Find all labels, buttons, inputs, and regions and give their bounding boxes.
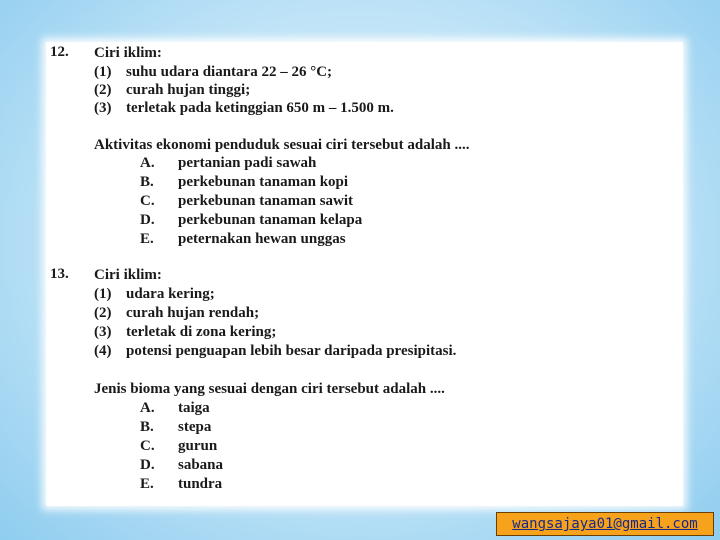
document-sheet	[46, 42, 683, 506]
option-text: stepa	[178, 419, 212, 435]
criteria-number: (3)	[94, 100, 112, 116]
option-text: peternakan hewan unggas	[178, 231, 346, 247]
criteria-text: udara kering;	[126, 286, 215, 302]
criteria-number: (3)	[94, 324, 112, 340]
question-title: Ciri iklim:	[94, 45, 162, 61]
option-text: perkebunan tanaman kopi	[178, 174, 349, 190]
criteria-text: potensi penguapan lebih besar daripada presipitasi.	[126, 343, 457, 359]
criteria-number: (2)	[94, 82, 112, 98]
question-stem: Jenis bioma yang sesuai dengan ciri tersebut adalah ....	[94, 381, 445, 397]
criteria-number: (1)	[94, 64, 112, 80]
option-text: taiga	[178, 400, 210, 416]
criteria-number: (2)	[94, 305, 112, 321]
criteria-text: curah hujan rendah;	[126, 305, 260, 321]
option-letter: C.	[140, 193, 155, 209]
option-text: pertanian padi sawah	[178, 155, 317, 171]
question-stem: Aktivitas ekonomi penduduk sesuai ciri tersebut adalah ....	[94, 137, 470, 153]
option-letter: D.	[140, 457, 155, 473]
option-text: sabana	[178, 457, 224, 473]
option-text: perkebunan tanaman kelapa	[178, 212, 363, 228]
option-letter: A.	[140, 155, 155, 171]
criteria-text: terletak pada ketinggian 650 m – 1.500 m.	[126, 100, 394, 116]
question-number: 12.	[50, 44, 69, 60]
option-letter: D.	[140, 212, 155, 228]
criteria-number: (4)	[94, 343, 112, 359]
question-title: Ciri iklim:	[94, 267, 162, 283]
criteria-number: (1)	[94, 286, 112, 302]
option-text: tundra	[178, 476, 223, 492]
option-letter: A.	[140, 400, 155, 416]
option-letter: E.	[140, 231, 154, 247]
option-letter: B.	[140, 174, 154, 190]
option-text: perkebunan tanaman sawit	[178, 193, 354, 209]
option-letter: E.	[140, 476, 154, 492]
criteria-text: suhu udara diantara 22 – 26 °C;	[126, 64, 333, 80]
option-letter: B.	[140, 419, 154, 435]
option-text: gurun	[178, 438, 218, 454]
criteria-text: curah hujan tinggi;	[126, 82, 251, 98]
question-number: 13.	[50, 266, 69, 282]
option-letter: C.	[140, 438, 155, 454]
email-link[interactable]: wangsajaya01@gmail.com	[496, 512, 714, 536]
criteria-text: terletak di zona kering;	[126, 324, 277, 340]
